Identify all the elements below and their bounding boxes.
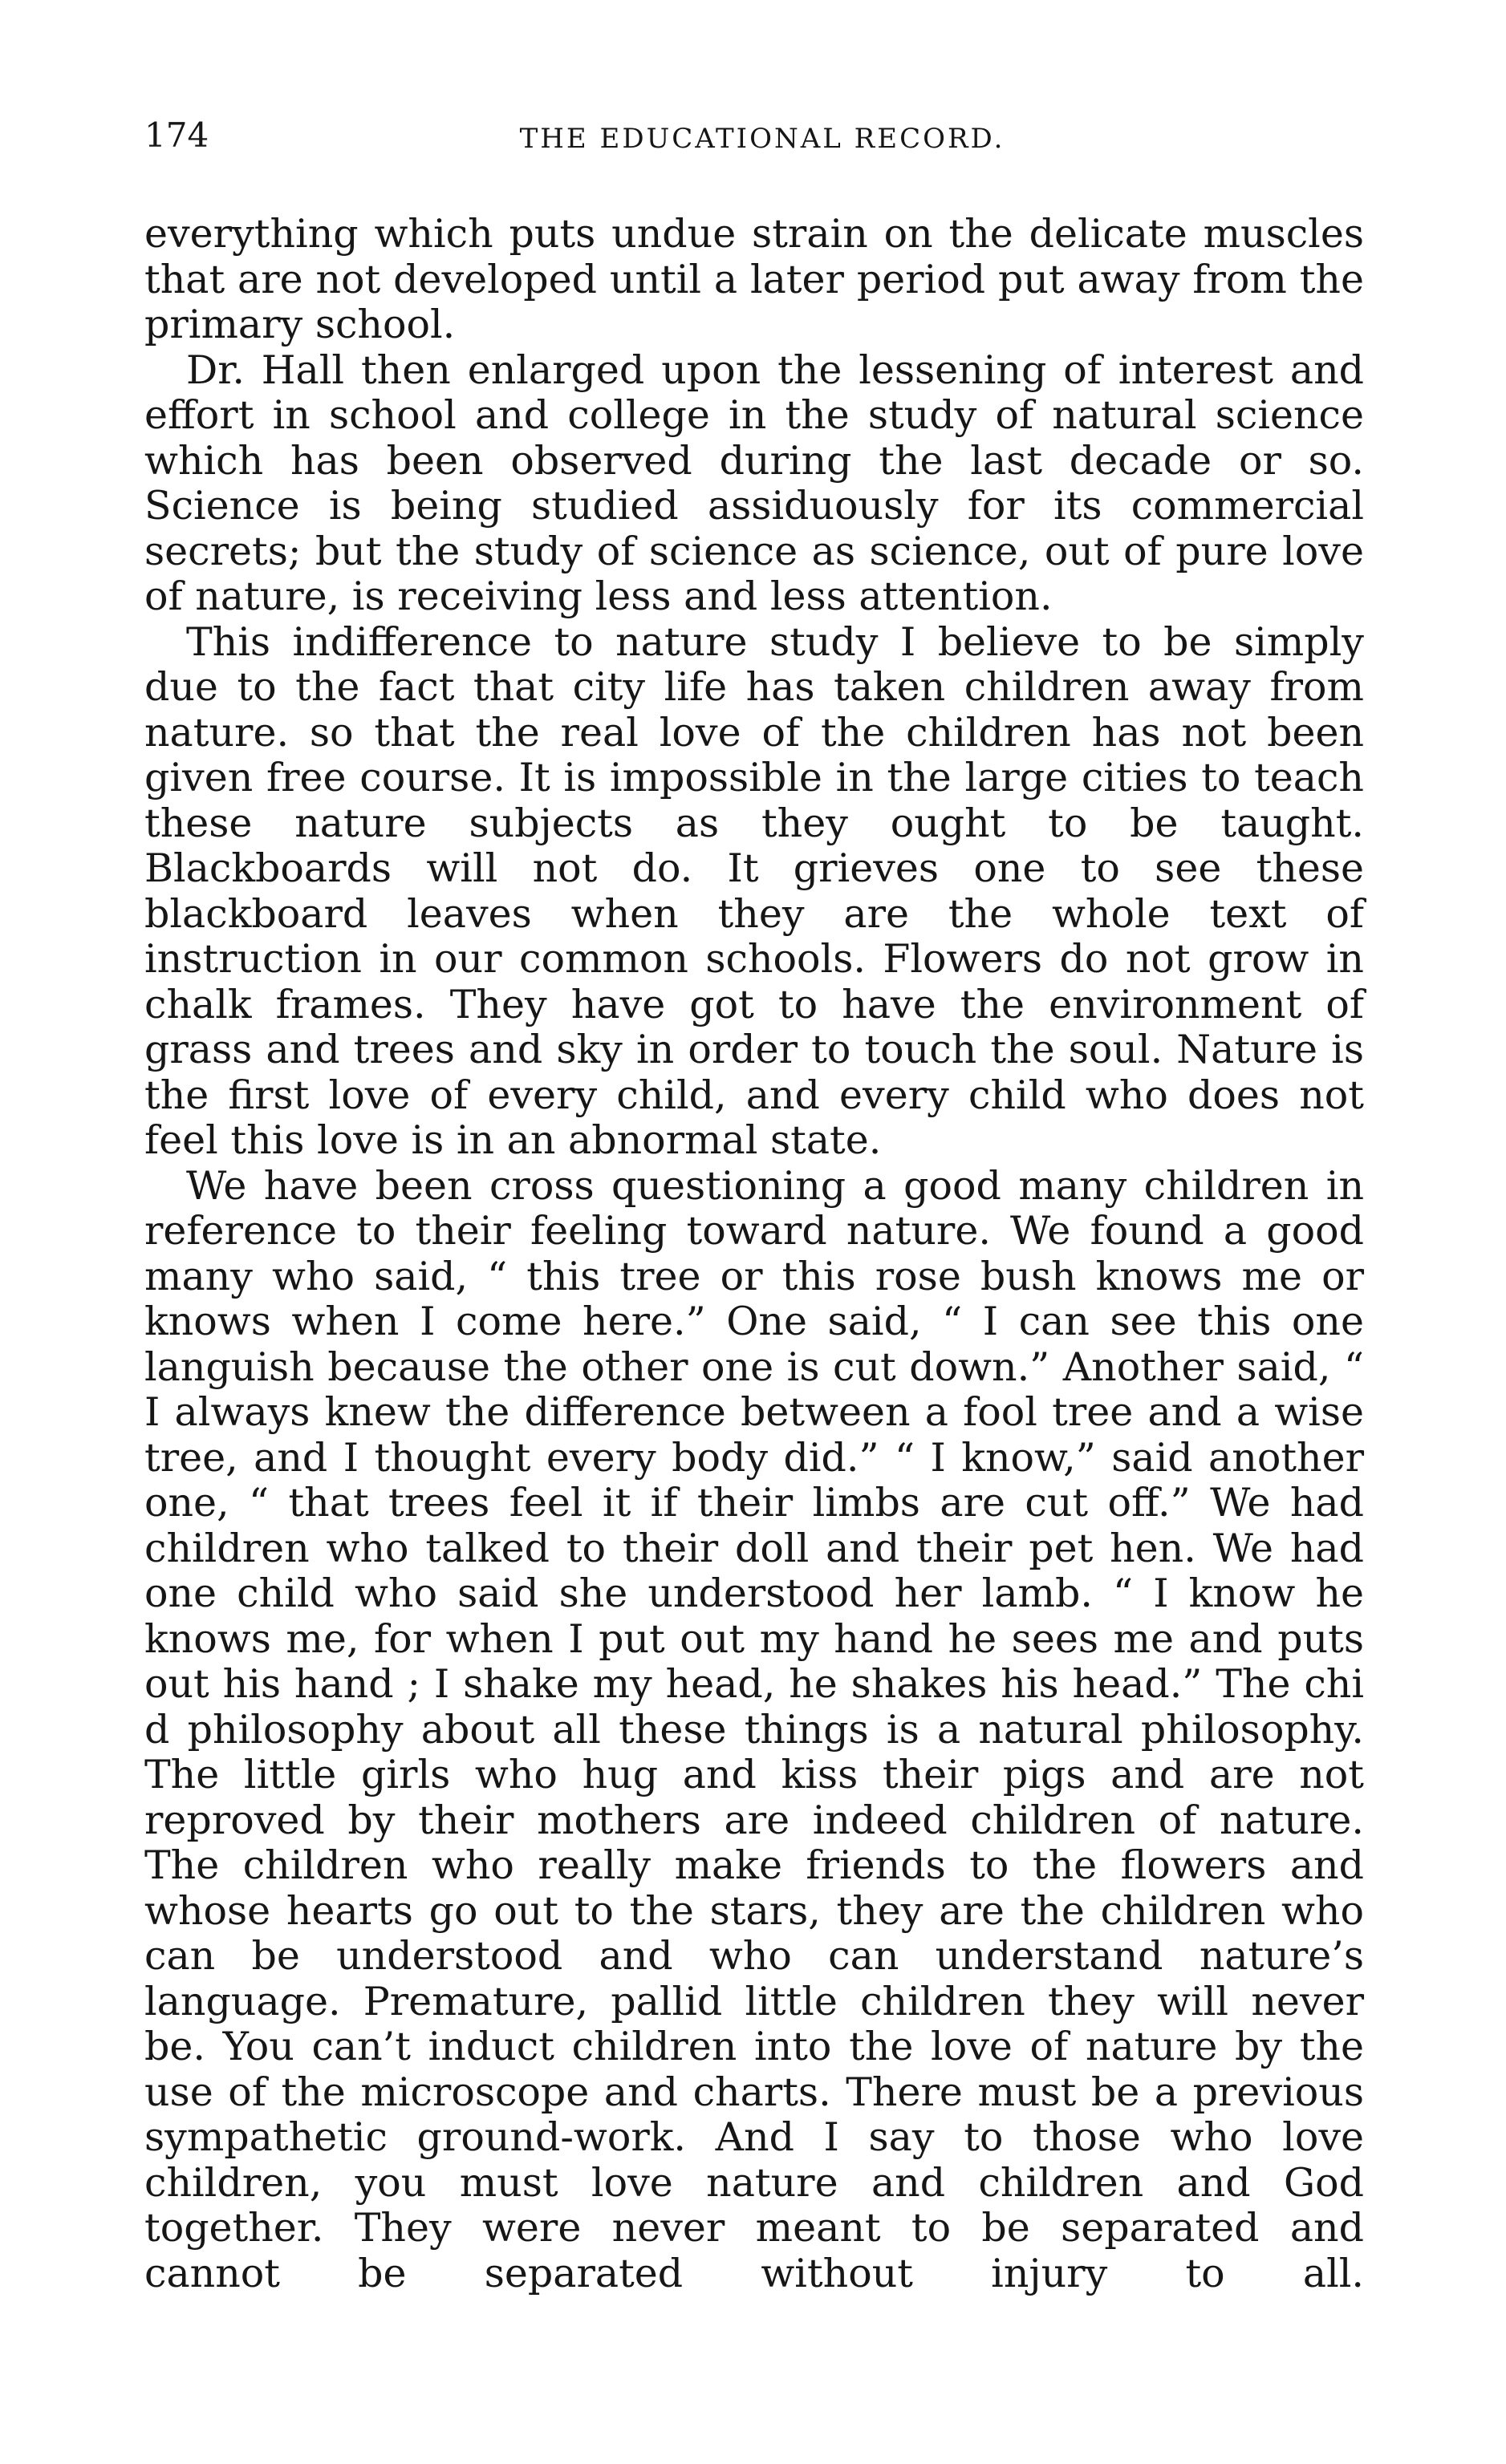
paragraph-nature-study: This indifference to nature study I believe to be simply due to the fact that city life has taken children away from nature. so that the real love of the children has not been given free course. It is impossible in the large cities to teach these nature subjects as they ought to be taught. Blackboards will not do. It grieves one to see these blackboard leaves when they are the whole text of instruction in our common schools. Flowers do not grow in chalk frames. They have got to have the environment of grass and trees and sky in order to touch the soul. Nature is the first love of every child, and every child who does not feel this love is in an abnormal state. <box>144 618 1364 1163</box>
page-number: 174 <box>144 116 209 155</box>
page-header <box>144 116 1364 175</box>
paragraph-children-and-nature: We have been cross questioning a good many children in reference to their feeling toward nature. We found a good many who said, “ this tree or this rose bush knows me or knows when I come here.” One said, “ I can see this one languish because the other one is cut down.” Another said, “ I always knew the difference between a fool tree and a wise tree, and I thought every body did.” “ I know,” said another one, “ that trees feel it if their limbs are cut off.” We had children who talked to their doll and their pet hen. We had one child who said she understood her lamb. “ I know he knows me, for when I put out my hand he sees me and puts out his hand ; I shake my head, he shakes his head.” The chi d philosophy about all these things is a natural philosophy. The little girls who hug and kiss their pigs and are not reproved by their mothers are indeed children of nature. The children who really make friends to the flowers and whose hearts go out to the stars, they are the children who can be understood and who can understand nature’s language. Premature, pallid little children they will never be. You can’t induct children into the love of nature by the use of the microscope and charts. There must be a previous sympathetic ground-work. And I say to those who love children, you must love nature and children and God together. They were never meant to be separated and cannot be separated without injury to all. <box>144 1162 1364 2296</box>
paragraph-natural-science: Dr. Hall then enlarged upon the lessening of interest and effort in school and college in the study of natural science which has been observed during the last decade or so. Science is being studied assiduously for its commercial secrets; but the study of science as science, out of pure love of nature, is receiving less and less attention. <box>144 346 1364 619</box>
running-title: THE EDUCATIONAL RECORD. <box>519 123 1005 155</box>
document-page <box>144 116 1364 2296</box>
paragraph-continuation: everything which puts undue strain on the delicate muscles that are not developed until a later period put away from the primary school. <box>144 211 1364 347</box>
body-text <box>144 212 1364 2296</box>
